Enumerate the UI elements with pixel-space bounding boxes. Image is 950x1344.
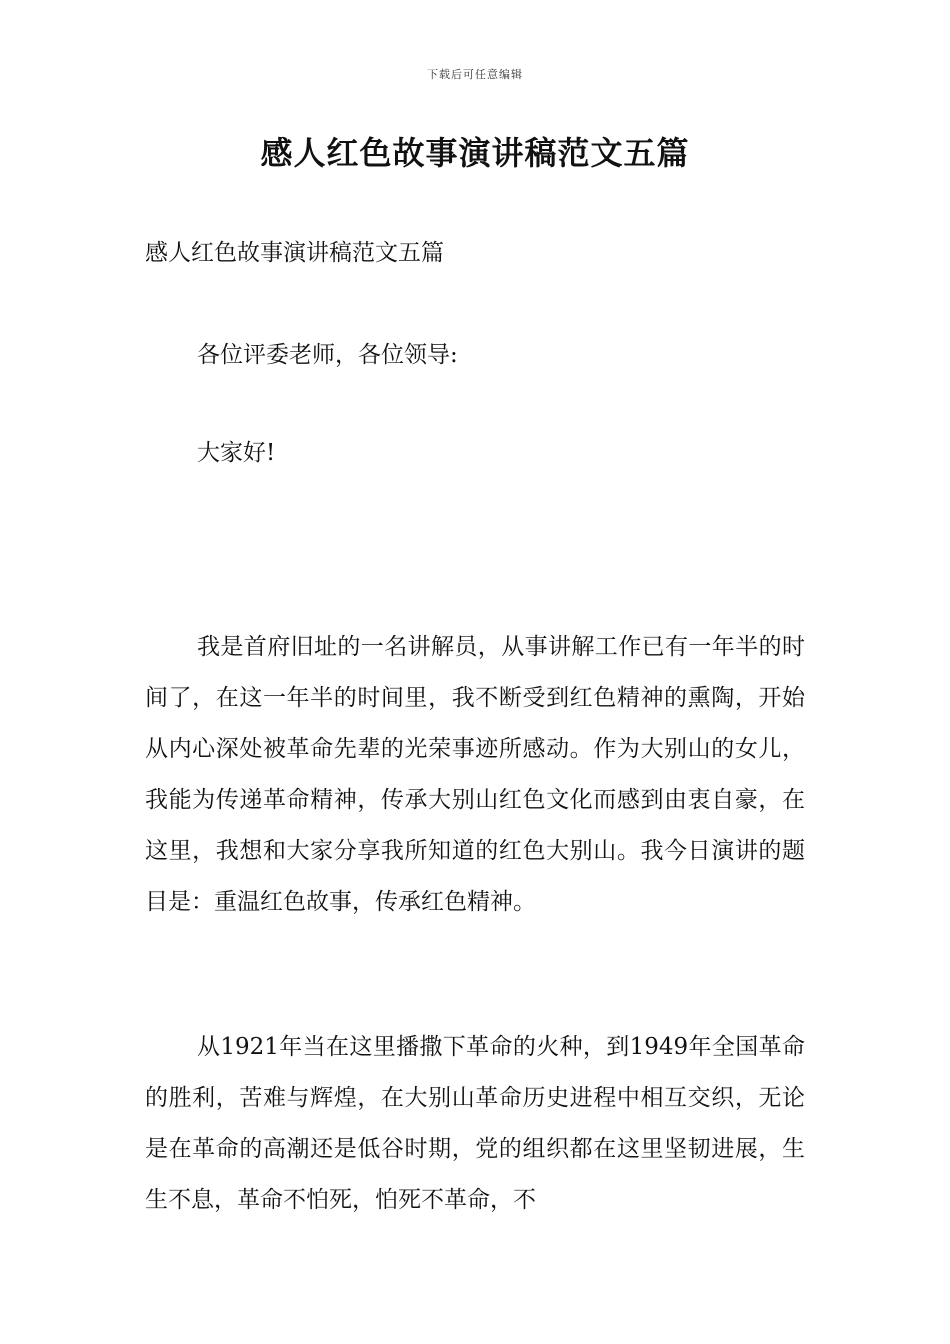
document-subtitle: 感人红色故事演讲稿范文五篇 <box>145 240 444 266</box>
greeting-line: 各位评委老师，各位领导: <box>197 342 458 368</box>
body-paragraph-1: 我是首府旧址的一名讲解员，从事讲解工作已有一年半的时间了，在这一年半的时间里，我不断受到红色精神的熏陶，开始从内心深处被革命先辈的光荣事迹所感动。作为大别山的女儿，我能为传递革命精神，传承大别山红色文化而感到由衷自豪，在这里，我想和大家分享我所知道的红色大别山。我今日演讲的题目是：重温红色故事，传承红色精神。 <box>145 634 805 915</box>
greeting-hello: 大家好! <box>197 440 276 466</box>
body-paragraph-2: 从1921年当在这里播撒下革命的火种，到1949年全国革命的胜利，苦难与辉煌，在大别山革命历史进程中相互交织，无论是在革命的高潮还是低谷时期，党的组织都在这里坚韧进展，生生不息，革命不怕死，怕死不革命，不 <box>145 1034 805 1213</box>
header-note: 下载后可任意编辑 <box>427 68 523 81</box>
document-title: 感人红色故事演讲稿范文五篇 <box>260 134 690 172</box>
